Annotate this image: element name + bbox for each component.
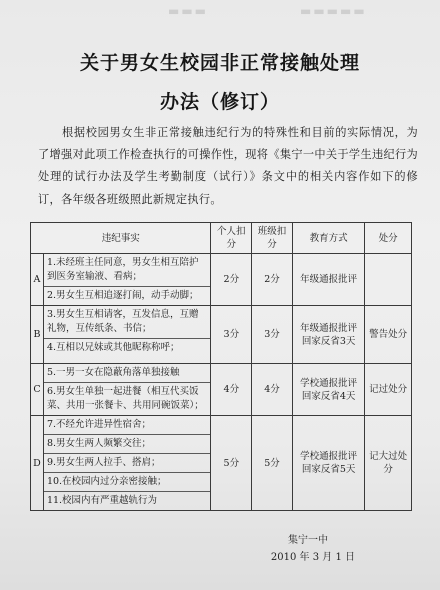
- table-row: [31, 254, 412, 306]
- class-deduction: 5分: [252, 416, 293, 511]
- header-personal-deduction: 个人扣分: [211, 223, 252, 254]
- document-title-line-2: 办法（修订）: [159, 91, 280, 113]
- class-deduction: 3分: [252, 306, 293, 364]
- document-title-line-1: 关于男女生校园非正常接触处理: [79, 52, 360, 74]
- violation-item: 3.男女生互相请客，互发信息，互赠礼物，互传纸条、书信；: [44, 306, 211, 339]
- education-method: 年级通报批评: [292, 254, 364, 306]
- header-education-method: 教育方式: [292, 223, 364, 254]
- rules-table: [30, 222, 412, 511]
- punishment: 记过处分: [365, 364, 412, 416]
- header-violation: 违纪事实: [31, 223, 211, 254]
- violation-item: 11.校园内有严重越轨行为: [46, 495, 158, 506]
- signature-date: 2010 年 3 月 1 日: [270, 552, 355, 563]
- education-method: 学校通报批评回家反省5天: [292, 416, 364, 511]
- violation-item: 9.男女生两人拉手、搭肩；: [44, 454, 211, 473]
- bleed-through-text: ▬▬▬ ▬▬▬▬▬: [168, 4, 367, 18]
- violation-item: 4.互相以兄妹或其他昵称称呼；: [46, 342, 180, 353]
- punishment: [365, 254, 412, 306]
- punishment: 记大过处分: [365, 416, 412, 511]
- punishment: 警告处分: [365, 306, 412, 364]
- category-label: B: [31, 306, 44, 364]
- table-row: [31, 364, 412, 416]
- personal-deduction: 3分: [211, 306, 252, 364]
- violation-items: [43, 416, 211, 511]
- table-row: [31, 416, 412, 511]
- class-deduction: 2分: [252, 254, 293, 306]
- personal-deduction: 2分: [211, 254, 252, 306]
- category-label: D: [31, 416, 44, 511]
- violation-item: 1.未经班主任同意，男女生相互陪护到医务室输液、看病；: [44, 254, 211, 287]
- table-header-row: [31, 223, 412, 254]
- education-method: 年级通报批评回家反省3天: [292, 306, 364, 364]
- violation-item: 6.男女生单独一起进餐（相互代买饭菜、共用一张餐卡、共用同碗饭菜）；: [46, 386, 204, 411]
- violation-item: 5.一男一女在隐蔽角落单独接触: [44, 364, 211, 383]
- violation-items: [43, 364, 211, 416]
- intro-text: 根据校园男女生非正常接触违纪行为的特殊性和目前的实际情况，为了增强对此项工作检查执行的可操作性，现将《集宁一中关于学生违纪行为处理的试行办法及学生考勤制度（试行）》条文中的相关内容作如下的修订，各年级各班级照此新规定执行。: [38, 126, 418, 206]
- category-label: A: [31, 254, 44, 306]
- signature-school: 集宁一中: [288, 535, 328, 546]
- violation-item: 10.在校园内过分亲密接触；: [44, 473, 211, 492]
- education-method: 学校通报批评回家反省4天: [292, 364, 364, 416]
- header-punishment: 处分: [365, 223, 412, 254]
- class-deduction: 4分: [252, 364, 293, 416]
- violation-item: 7.不经允许进异性宿舍；: [44, 416, 211, 435]
- header-class-deduction: 班级扣分: [252, 223, 293, 254]
- personal-deduction: 5分: [211, 416, 252, 511]
- category-label: C: [31, 364, 44, 416]
- table-row: [31, 306, 412, 364]
- personal-deduction: 4分: [211, 364, 252, 416]
- violation-items: [43, 254, 211, 306]
- violation-item: 2.男女生互相追逐打闹，动手动脚；: [46, 290, 199, 301]
- violation-item: 8.男女生两人频繁交往；: [44, 435, 211, 454]
- violation-items: [43, 306, 211, 364]
- intro-paragraph: [38, 122, 418, 211]
